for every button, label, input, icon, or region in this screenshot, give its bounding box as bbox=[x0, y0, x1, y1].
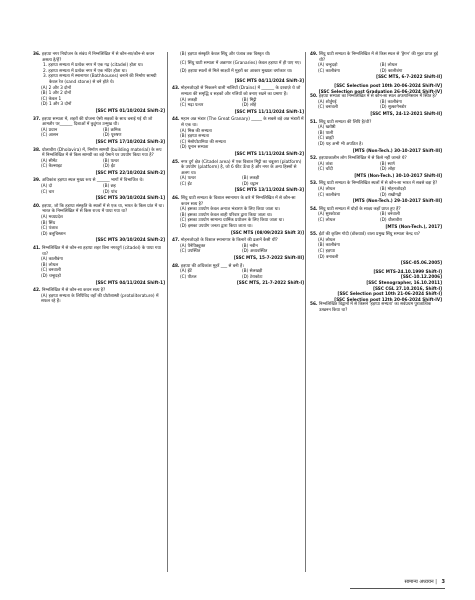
question-text bbox=[310, 302, 442, 313]
question-block bbox=[310, 181, 442, 203]
option: (C) पंजाब bbox=[41, 226, 58, 232]
exam-source: [SSC Selection post 10th 21-06-2024 Shift-I] bbox=[337, 291, 442, 297]
option: (B) हड़प्पा सभ्यता bbox=[180, 134, 209, 140]
exam-source: [SSC MTS, 15-7-2022 Shift-III] bbox=[233, 255, 304, 260]
option: (B) कालीबंगा bbox=[380, 99, 402, 105]
question-number: 54. bbox=[310, 206, 318, 212]
exam-source: [SSC MTS 04/11/2024 Shift-3] bbox=[234, 77, 304, 83]
option: (A) शोर्तुगई bbox=[318, 99, 337, 105]
exam-source: [SSC Selection post Graduation 26-06-2024 Shift-IV] bbox=[318, 88, 442, 94]
question-number: 52. bbox=[310, 156, 318, 162]
question-block bbox=[33, 52, 165, 114]
question-block bbox=[172, 69, 304, 75]
exam-source: [SSC MTS 04/11/2024 Shift-1] bbox=[95, 279, 165, 285]
option: (B) लोथल bbox=[41, 262, 59, 268]
option: (C) मेसोपोटामिया की सभ्यता bbox=[180, 139, 226, 145]
question-number: 41. bbox=[33, 246, 41, 251]
option: (D) कालीबंगा bbox=[380, 68, 403, 74]
options bbox=[33, 128, 165, 139]
question-stem: निम्नलिखित में से कौन-सा हड़प्पा शहर बिना नगरदुर्ग (citadel) के पाया गया था? bbox=[41, 246, 161, 257]
page-footer: सामान्य अध्ययन | 3 bbox=[350, 578, 445, 589]
question-block bbox=[33, 204, 165, 243]
exam-source: [SSC MTS 17/10/2024 Shift-3] bbox=[95, 138, 165, 144]
option: (B) लोथल bbox=[380, 63, 398, 69]
option: (C) कालीबंगा bbox=[318, 192, 340, 198]
question-stem: हड़प्पा नगर नियोजन के संबंध में निम्नलिखित में से कौन-सा/कौन-से कथन असत्य है/हैं? bbox=[41, 52, 155, 63]
question-block bbox=[172, 117, 304, 156]
column-middle bbox=[172, 52, 304, 289]
question-block bbox=[172, 52, 304, 58]
options bbox=[172, 176, 304, 187]
option bbox=[172, 52, 304, 58]
options bbox=[33, 159, 165, 170]
column-right bbox=[310, 52, 442, 317]
option: (D) चन्हूदड़ो bbox=[41, 273, 61, 279]
option: (B) छह bbox=[103, 184, 116, 190]
option: (D) राखीगढ़ी bbox=[380, 192, 402, 198]
question-stem: हड़प्पा सभ्यता का निम्नलिखित में से कौन-सा स्थल अफगानिस्तान में स्थित है? bbox=[318, 94, 438, 100]
question-stem: महान अन्न भंडार (The Great Granary) _____ के सबसे बड़े अन्न भंडारों में से एक था। bbox=[180, 117, 304, 128]
question-text bbox=[33, 148, 165, 159]
question-number: 55. bbox=[310, 232, 318, 238]
statement: 1. हड़प्पा सभ्यता में प्रत्येक नगर में एक गढ़ (citadel) होता था। bbox=[43, 63, 144, 69]
option: (C) बनावली bbox=[318, 105, 338, 111]
question-stem: हड़प्पाकालीन लोग निम्नलिखित में से किसे नहीं जानते थे? bbox=[318, 156, 407, 162]
exam-source: [SSC MTS 01/10/2024 Shift-2] bbox=[95, 107, 165, 113]
exam-source: [SSC MTS 13/11/2024 Shift-3] bbox=[234, 187, 304, 193]
exam-source: [SSC Selection post 10th 20-06-2024 Shift-IV] bbox=[334, 82, 442, 88]
option: (C) चार bbox=[41, 189, 55, 195]
question-number: 37. bbox=[33, 116, 41, 122]
option: (D) लोहा bbox=[380, 167, 396, 173]
option: (C) ईंट bbox=[180, 181, 192, 187]
option: (C) आसन bbox=[41, 133, 59, 139]
question-block bbox=[172, 264, 304, 286]
option: (D) लोहे bbox=[242, 103, 257, 109]
question-number: 48. bbox=[172, 263, 180, 269]
option: (B) लकड़ी bbox=[242, 176, 260, 182]
column-left bbox=[33, 52, 165, 308]
option: (C) हड़प्पा bbox=[318, 249, 335, 254]
question-block bbox=[172, 160, 304, 194]
exam-source: [SSC MTS 11/11/2024 Shift-1] bbox=[234, 108, 304, 114]
option: (A) पैनेपिड्युक्त bbox=[180, 243, 206, 249]
options bbox=[310, 187, 442, 198]
question-stem: सिंधु घाटी सभ्यता के विशाल स्नानागार के बारे में निम्नलिखित में से कौन-सा कथन सत्य है? bbox=[180, 196, 296, 207]
option: (B) स्वर्ण bbox=[380, 161, 395, 167]
question-block bbox=[310, 207, 442, 229]
exam-source: [MTS (Non-Tech.) 29-10-2017 Shift-III] bbox=[352, 198, 442, 204]
options bbox=[33, 294, 165, 305]
options bbox=[33, 215, 165, 237]
question-number: 43. bbox=[172, 86, 180, 92]
question-text bbox=[172, 86, 304, 97]
question-number: 39. bbox=[33, 178, 41, 184]
option: (C) कैल्साइट bbox=[41, 164, 63, 170]
question-block bbox=[172, 61, 304, 67]
option: (C) केवल 1 bbox=[41, 96, 62, 102]
option: (D) 1 और 3 दोनों bbox=[41, 102, 72, 108]
option: (C) बनवाली bbox=[41, 268, 61, 274]
question-number: 42. bbox=[33, 288, 41, 294]
question-block bbox=[33, 178, 165, 200]
option: (A) पत्थर bbox=[180, 176, 196, 182]
option: (A) लकड़ी bbox=[180, 97, 198, 103]
exam-source: [SSC MTS-24.10.1999 Shift-I] bbox=[373, 268, 442, 274]
option: (D) यूनान सभ्यता bbox=[180, 145, 209, 151]
options bbox=[310, 125, 442, 147]
question-stem: मोहनजोदड़ो से निकलने वाली नालियों (Drains) में ______ के दरवाज़े थे जो सभ्यता की समृद्धि व सड़कों और गलियों को बनाए रखने का प्रमाण हैं। bbox=[180, 86, 301, 97]
question-block bbox=[310, 232, 442, 266]
question-number: 45. bbox=[172, 159, 180, 165]
option: (D) धौलावीरा bbox=[380, 218, 402, 224]
footer-subject: सामान्य अध्ययन bbox=[404, 579, 434, 585]
option: (B) क्रमिक bbox=[103, 127, 121, 133]
question-block bbox=[172, 86, 304, 114]
question-stem: निम्नलिखित में से कौन-सा कथन सत्य है? bbox=[41, 288, 106, 294]
exam-source: [SSC MTS, 24-12-2021 Shift-II] bbox=[370, 110, 442, 116]
question-block bbox=[310, 120, 442, 154]
exam-source: [SSC MTS 11/11/2024 Shift-2] bbox=[234, 150, 304, 156]
option: (C) इसका उपयोग सामान्य धार्मिक प्रयोजन के लिए किया जाता था। bbox=[180, 218, 285, 224]
question-stem: हड़प्पा, जो कि हड़प्पा संस्कृति के स्थलों में से एक था, भारत के किस प्रांत में था। भारत के निम्नलिखित में से किस राज्य में पाया गया था? bbox=[41, 203, 164, 215]
option bbox=[172, 69, 304, 75]
statement: 2. हड़प्पा सभ्यता में प्रत्येक नगर में एक मंदिर होता था। bbox=[43, 68, 128, 74]
question-block bbox=[33, 246, 165, 285]
question-number: 36. bbox=[33, 52, 41, 57]
option: (D) टेराकोटा bbox=[242, 274, 263, 280]
exam-source: [SSC-10.12.2006] bbox=[400, 274, 442, 280]
option: (D) ईंट bbox=[103, 164, 116, 170]
exam-source: [SSC Selection post 12th 20-06-2024 Shift-IV] bbox=[334, 296, 442, 302]
options bbox=[172, 129, 304, 151]
option: (B) बनवाली bbox=[380, 212, 400, 218]
option: (D) पूरुषण bbox=[103, 133, 122, 139]
question-block bbox=[310, 302, 442, 313]
question-stem: (C) सिंधु घाटी सभ्यता में अन्नागार (Granaries) केवल हड़प्पा में ही पाए गए। bbox=[180, 60, 302, 66]
exam-source: [MTS (Non-Tech.) 30-10-2017 Shift-II] bbox=[354, 172, 442, 178]
option: (A) 2 और 3 दोनों bbox=[41, 85, 71, 91]
option: (B) सिंध bbox=[41, 220, 56, 226]
question-block bbox=[310, 94, 442, 116]
option: (A) सुरकोटडा bbox=[318, 212, 341, 218]
option: (D) इसका उपयोग जनता द्वारा किया जाता था। bbox=[180, 224, 253, 230]
options bbox=[172, 207, 304, 229]
option: (B) कालीबंगा bbox=[318, 243, 340, 249]
question-text bbox=[172, 196, 304, 207]
question-number: 47. bbox=[172, 238, 180, 244]
question-number: 51. bbox=[310, 119, 318, 125]
question-stem: (D) हड़प्पा स्थलों से मिले साक्ष्यों में मुहरों का आकार मुख्यतः वर्गाकार था। bbox=[180, 69, 293, 75]
question-stem: मोहनजोदड़ो के विशाल स्नानागार के किनारे की ढलानें कैसी थीं? bbox=[180, 238, 278, 244]
option: (D) सुत्कागेनडोर bbox=[380, 105, 407, 111]
question-text bbox=[33, 204, 165, 215]
option: (B) मोहनजोदड़ो bbox=[380, 187, 406, 193]
question-number: 38. bbox=[33, 147, 41, 153]
option: (A) मध्यप्रदेश bbox=[41, 215, 63, 221]
options bbox=[310, 238, 442, 260]
option: (C) पीतल bbox=[180, 274, 197, 280]
option: (C) कालीबंगा bbox=[318, 68, 340, 74]
options bbox=[33, 257, 165, 279]
question-number: 40. bbox=[33, 203, 41, 209]
option: (D) अव्यवस्थित bbox=[242, 249, 268, 255]
question-stem: हड़प्पा सभ्यता में, शहरों की योजना ऐसी सड़कों के साथ बनाई गई थी जो आमतौर पर______ दिशाओं में कुटुंगत उन्मुख थी। bbox=[41, 116, 153, 128]
exam-source: [SSC MTS 30/10/2024 Shift-1] bbox=[95, 195, 165, 201]
option: (D) यह अभी भी अपठित है। bbox=[318, 141, 364, 147]
question-number: 56. bbox=[310, 302, 318, 308]
option: (D) बनावली bbox=[318, 254, 339, 260]
question-stem: धोलावीरा (Dholavira) में, निर्माण सामग्री (building material) के रूप में निम्नलिखित में से किस सामग्री का बड़े पैमाने पर उपयोग किया गया है? bbox=[41, 147, 162, 159]
exam-source: [MTS (Non-Tech.), 2017] bbox=[385, 223, 442, 229]
question-text bbox=[310, 52, 442, 63]
option: (C) चाँदी bbox=[318, 167, 333, 173]
question-stem: सिंधु घाटी सभ्यता की लिपि है/थी? bbox=[318, 119, 372, 125]
question-stem: हड़प्पा की अधिकांश मुहरें ___ से बनी हैं। bbox=[180, 263, 244, 269]
option: (D) चट्टान bbox=[242, 181, 259, 187]
question-block bbox=[33, 117, 165, 145]
question-stem: सिंधु घाटी सभ्यता के निम्नलिखित स्थलों में से कौन-सा भारत में सबसे बड़ा है? bbox=[318, 181, 438, 187]
exam-source: [SSC MTS 22/10/2024 Shift-2] bbox=[95, 169, 165, 175]
question-stem: सिंधु घाटी सभ्यता में घोड़ों के साक्ष्य कहाँ प्राप्त हुए हैं? bbox=[318, 206, 401, 212]
option: (B) 1 और 2 दोनों bbox=[41, 91, 71, 97]
page-number: 3 bbox=[441, 579, 445, 585]
statement: 3. हड़प्पा सभ्यता में स्नानागार (Bathhouses) बनाने की निर्माण सामग्री केवल रेत (sand stone) से बने होते थे। bbox=[43, 74, 157, 85]
question-number: 44. bbox=[172, 117, 180, 123]
options bbox=[172, 244, 304, 255]
exam-source: [SSC MTS 30/10/2024 Shift-2] bbox=[95, 237, 165, 243]
question-block bbox=[310, 156, 442, 178]
question-number: 53. bbox=[310, 181, 318, 187]
options bbox=[33, 184, 165, 195]
question-block bbox=[310, 52, 442, 80]
exam-source: [SSC-05.06.2005] bbox=[400, 260, 442, 266]
option: (B) पाली bbox=[318, 130, 334, 136]
question-stem: निम्नलिखित विद्वानों में से किसने 'हड़प्पा सभ्यता' का सर्वप्रथम पुरातात्विक उत्खनन किया था? bbox=[318, 302, 431, 313]
option: (B) मिट्टी bbox=[242, 97, 257, 103]
exam-source: [SSC CGL 27.10.2016, Shift-I] bbox=[373, 285, 442, 291]
option: (A) मिस्र की सभ्यता bbox=[180, 128, 212, 134]
question-text bbox=[172, 160, 304, 177]
question-number: 46. bbox=[172, 196, 180, 202]
option: (A) ईंटें bbox=[180, 269, 192, 275]
option: (A) इसका उपयोग केवल अनाज भंडारण के लिए किया जाता था। bbox=[180, 207, 281, 213]
question-stem: सिंधु घाटी सभ्यता के निम्नलिखित में से किस स्थल से 'ड्रैगन' की मुहर प्राप्त हुई थी? bbox=[318, 52, 438, 63]
option: (A) हड़प्पा सभ्यता के लिपिविद वहाँ की प्रोटोशास्त्री (protoliterature) में सफल रहे हैं। bbox=[41, 293, 159, 305]
option: (A) दो bbox=[41, 184, 52, 190]
option: (D) बलूचिस्तान bbox=[41, 231, 66, 237]
option: (A) चन्हूदड़ो bbox=[318, 63, 338, 69]
option: (B) पत्थर bbox=[103, 158, 119, 164]
options bbox=[33, 86, 165, 108]
option: (A) प्रधान bbox=[41, 127, 58, 133]
question-block bbox=[172, 238, 304, 260]
question-number: 49. bbox=[310, 52, 318, 57]
question-block bbox=[33, 288, 165, 305]
options bbox=[310, 100, 442, 111]
option: (C) उपस्थित bbox=[180, 249, 201, 255]
question-stem: अधिकांश हड़प्पा स्थल मुख्य रूप से ______ भागों में विभाजित थे। bbox=[41, 178, 144, 184]
column-divider bbox=[305, 52, 306, 572]
option: (B) सेलखड़ी bbox=[242, 269, 263, 275]
option: (C) लोथल bbox=[318, 218, 336, 224]
exam-source: [SSC MTS, 6-7-2022 Shift-II] bbox=[376, 74, 442, 80]
option: (A) कालीबंगा bbox=[41, 257, 63, 263]
options bbox=[172, 269, 304, 280]
question-stem: ईंटों की कृत्रिम गोदी (डॉकयार्ड) वाला प्रमुख सिंधु सभ्यता केन्द्र था? bbox=[318, 232, 420, 238]
question-text bbox=[33, 52, 165, 63]
question-stem: नगर दुर्ग क्षेत्र (Citadel area) में एक विशाल मिट्टी का चबूतरा (platform) के उपयोग (platform) है, जो 6 फीट ऊँचा है और नगर के अन्य हिस्सों से अलग था। bbox=[180, 159, 302, 176]
question-text bbox=[33, 246, 165, 257]
option: (A) सीमेंट bbox=[41, 158, 58, 164]
exam-source: [SSC Stenographer, 16.10.2011] bbox=[366, 279, 442, 285]
option: (D) पांच bbox=[103, 189, 118, 195]
options bbox=[310, 63, 442, 74]
option: (C) मढ़ा पत्थर bbox=[180, 103, 204, 109]
options bbox=[310, 212, 442, 223]
question-number: 50. bbox=[310, 94, 318, 100]
column-divider bbox=[167, 52, 168, 572]
option: (B) इसका उपयोग केवल शाही परिवार द्वारा किया जाता था। bbox=[180, 212, 273, 218]
option: (A) खरोष्ठी bbox=[318, 125, 336, 131]
option: (B) नवीन bbox=[242, 243, 258, 249]
question-block bbox=[33, 148, 165, 176]
exam-source: [MTS (Non-Tech.) 30-10-2017 Shift-III] bbox=[352, 147, 442, 153]
option: (A) तांबा bbox=[318, 161, 333, 167]
option bbox=[172, 61, 304, 67]
question-stem: (B) हड़प्पा संस्कृति केवल सिंधु और पंजाब तक विस्तृत थी। bbox=[180, 52, 271, 57]
question-block bbox=[172, 196, 304, 235]
options bbox=[172, 98, 304, 109]
question-block bbox=[172, 78, 304, 84]
option: (A) लोथल bbox=[318, 237, 336, 243]
option: (C) ब्राह्मी bbox=[318, 136, 334, 142]
option: (A) लोथल bbox=[318, 187, 336, 193]
question-text bbox=[33, 117, 165, 128]
exam-source: [SSC MTS (08/09/2023 Shift 3)] bbox=[231, 229, 304, 235]
question-text bbox=[172, 117, 304, 128]
options bbox=[310, 162, 442, 173]
exam-source: [SSC MTS, 21-7-2022 Shift-I] bbox=[236, 280, 304, 286]
